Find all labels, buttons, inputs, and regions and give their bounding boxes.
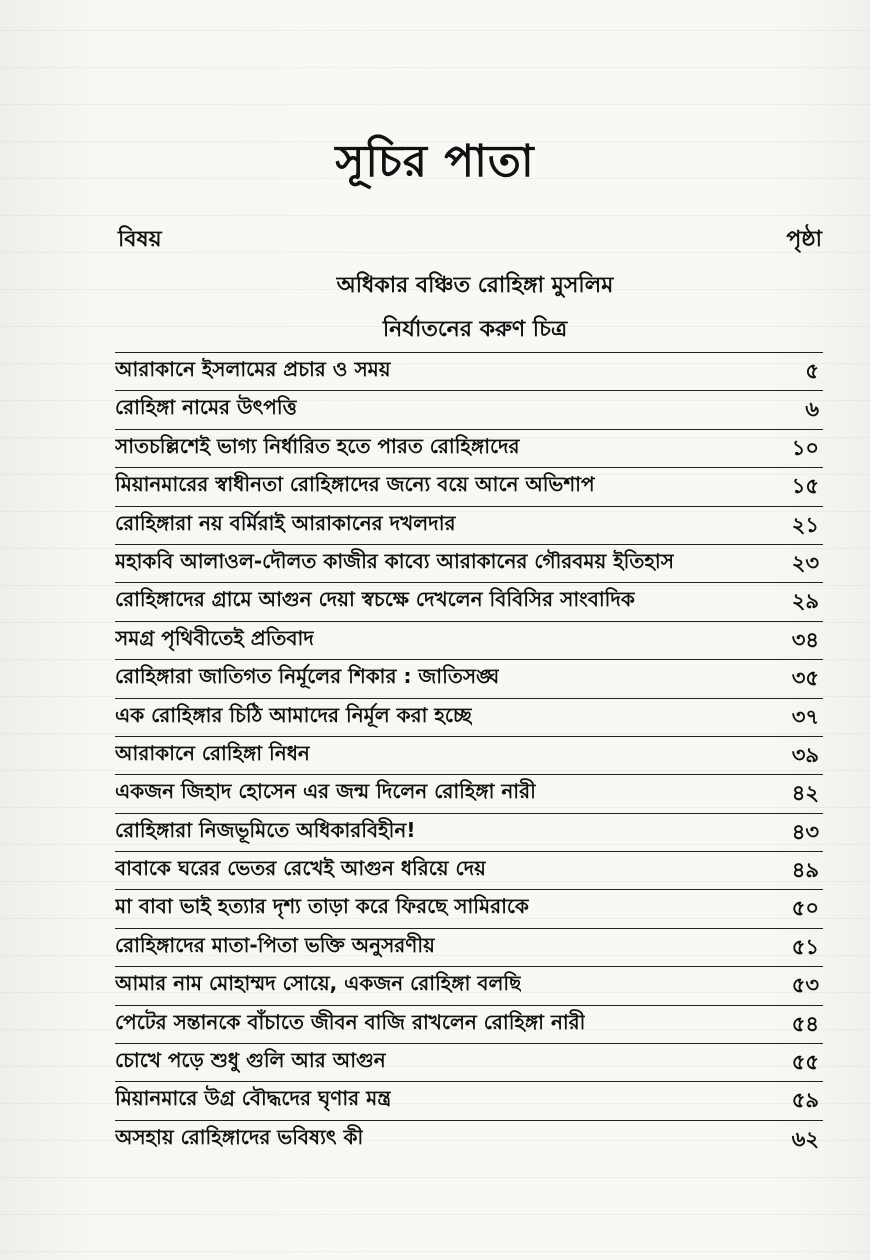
toc-entry-title: রোহিঙ্গাদের মাতা-পিতা ভক্তি অনুসরণীয় bbox=[115, 932, 435, 957]
toc-entry[interactable] bbox=[115, 1005, 823, 1043]
toc-entry[interactable] bbox=[115, 429, 823, 467]
toc-entry-title: অসহায় রোহিঙ্গাদের ভবিষ্যৎ কী bbox=[115, 1124, 364, 1149]
toc-entry[interactable] bbox=[115, 851, 823, 889]
toc-entry[interactable] bbox=[115, 889, 823, 927]
toc-entry[interactable] bbox=[115, 1043, 823, 1081]
toc-entry-page-number: ৩৪ bbox=[791, 627, 819, 652]
toc-entry[interactable] bbox=[115, 582, 823, 620]
toc-entry-title: পেটের সন্তানকে বাঁচাতে জীবন বাজি রাখলেন রোহিঙ্গা নারী bbox=[115, 1009, 586, 1034]
toc-entry-title: রোহিঙ্গারা জাতিগত নির্মূলের শিকার : জাতিসঙ্ঘ bbox=[115, 664, 500, 689]
toc-entry-page-number: ৩৫ bbox=[791, 666, 819, 691]
toc-entry-page-number: ৬২ bbox=[791, 1126, 819, 1151]
toc-entry-title: মা বাবা ভাই হত্যার দৃশ্য তাড়া করে ফিরছে সামিরাকে bbox=[115, 894, 529, 919]
toc-entry-page-number: ৩৯ bbox=[791, 742, 819, 767]
toc-entry-title: আরাকানে রোহিঙ্গা নিধন bbox=[115, 740, 310, 765]
toc-entry-page-number: ৫ bbox=[805, 359, 819, 383]
section-title-line-1: অধিকার বঞ্চিত রোহিঙ্গা মুসলিম bbox=[336, 273, 614, 298]
page-title: সূচির পাতা bbox=[335, 136, 535, 187]
toc-entry-page-number: ১০ bbox=[791, 435, 819, 460]
toc-entry-title: বাবাকে ঘরের ভেতর রেখেই আগুন ধরিয়ে দেয় bbox=[115, 856, 486, 881]
toc-entry-page-number: ৫৫ bbox=[791, 1050, 819, 1075]
toc-entry[interactable] bbox=[115, 774, 823, 812]
toc-entry-page-number: ১৫ bbox=[791, 474, 819, 499]
toc-entry[interactable] bbox=[115, 1081, 823, 1119]
toc-entry-page-number: ২৯ bbox=[791, 589, 819, 614]
toc-entry[interactable] bbox=[115, 966, 823, 1004]
toc-entry-title: রোহিঙ্গাদের গ্রামে আগুন দেয়া স্বচক্ষে দেখলেন বিবিসির সাংবাদিক bbox=[115, 587, 635, 612]
toc-entry[interactable] bbox=[115, 659, 823, 697]
toc-entry[interactable] bbox=[115, 621, 823, 659]
toc-entry[interactable] bbox=[115, 736, 823, 774]
toc-entry-page-number: ৪২ bbox=[791, 781, 819, 806]
toc-entry-title: এক রোহিঙ্গার চিঠি আমাদের নির্মূল করা হচ্ছে bbox=[115, 702, 472, 727]
page-column-heading: পৃষ্ঠা bbox=[786, 227, 822, 252]
toc-entry-page-number: ৪৩ bbox=[791, 819, 819, 844]
toc-entry-page-number: ৪৯ bbox=[791, 858, 819, 883]
toc-entry-title: রোহিঙ্গারা নিজভূমিতে অধিকারবিহীন! bbox=[115, 817, 416, 842]
section-title-line-2: নির্যাতনের করুণ চিত্র bbox=[382, 317, 568, 342]
toc-entry-title: মহাকবি আলাওল-দৌলত কাজীর কাব্যে আরাকানের গৌরবময় ইতিহাস bbox=[115, 548, 674, 573]
toc-entry-title: মিয়ানমারে উগ্র বৌদ্ধদের ঘৃণার মন্ত্র bbox=[115, 1086, 392, 1111]
toc-entry-page-number: ৫৪ bbox=[791, 1011, 819, 1036]
toc-entry-title: একজন জিহাদ হোসেন এর জন্ম দিলেন রোহিঙ্গা নারী bbox=[115, 779, 536, 804]
subject-column-heading: বিষয় bbox=[118, 227, 162, 252]
toc-entry[interactable] bbox=[115, 352, 823, 390]
toc-entry-page-number: ৫৩ bbox=[791, 973, 819, 998]
toc-entry[interactable] bbox=[115, 544, 823, 582]
table-of-contents bbox=[115, 352, 823, 1158]
toc-entry-page-number: ২৩ bbox=[791, 550, 819, 575]
toc-entry[interactable] bbox=[115, 1120, 823, 1158]
toc-entry-page-number: ৫১ bbox=[791, 934, 819, 959]
toc-entry-title: মিয়ানমারের স্বাধীনতা রোহিঙ্গাদের জন্যে বয়ে আনে অভিশাপ bbox=[115, 472, 595, 497]
toc-entry[interactable] bbox=[115, 506, 823, 544]
toc-entry[interactable] bbox=[115, 467, 823, 505]
toc-entry-title: আরাকানে ইসলামের প্রচার ও সময় bbox=[115, 357, 391, 381]
toc-entry-title: রোহিঙ্গারা নয় বর্মিরাই আরাকানের দখলদার bbox=[115, 510, 456, 535]
toc-entry-title: চোখে পড়ে শুধু গুলি আর আগুন bbox=[115, 1048, 386, 1073]
toc-entry-title: সমগ্র পৃথিবীতেই প্রতিবাদ bbox=[115, 625, 314, 650]
toc-entry[interactable] bbox=[115, 928, 823, 966]
toc-entry[interactable] bbox=[115, 698, 823, 736]
toc-entry-title: সাতচল্লিশেই ভাগ্য নির্ধারিত হতে পারত রোহিঙ্গাদের bbox=[115, 433, 520, 458]
toc-entry-page-number: ৬ bbox=[805, 397, 819, 422]
toc-entry[interactable] bbox=[115, 390, 823, 428]
toc-entry-page-number: ৩৭ bbox=[791, 704, 819, 729]
toc-entry-title: রোহিঙ্গা নামের উৎপত্তি bbox=[115, 395, 297, 420]
toc-entry-page-number: ৫০ bbox=[791, 896, 819, 921]
toc-entry-title: আমার নাম মোহাম্মদ সোয়ে, একজন রোহিঙ্গা বলছি bbox=[115, 971, 522, 996]
toc-entry-page-number: ৫৯ bbox=[791, 1088, 819, 1113]
toc-entry-page-number: ২১ bbox=[791, 512, 819, 537]
toc-entry[interactable] bbox=[115, 813, 823, 851]
